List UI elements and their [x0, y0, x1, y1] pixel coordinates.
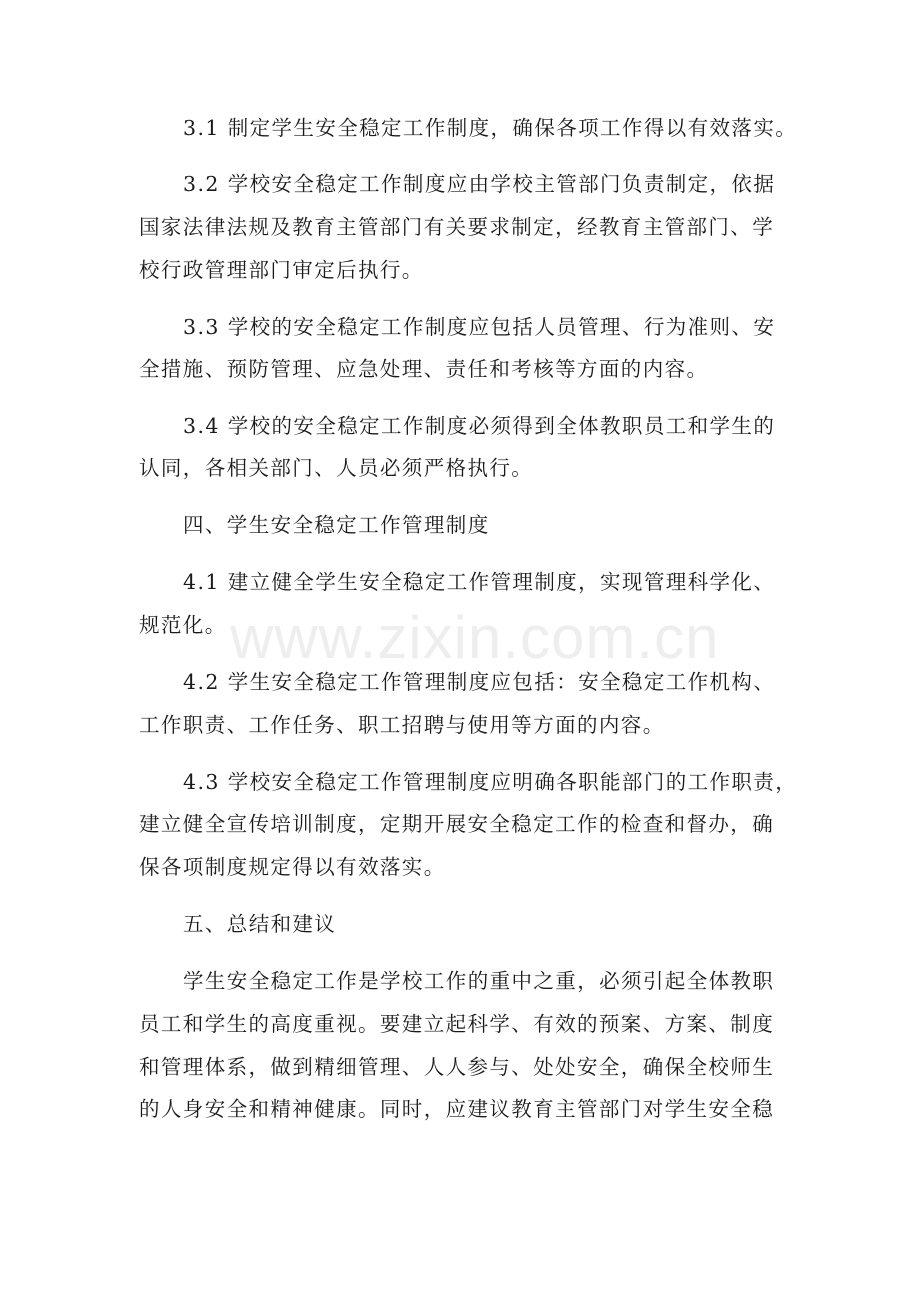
- paragraph-3-4-line-1: 3.4 学校的安全稳定工作制度必须得到全体教职员工和学生的: [183, 414, 776, 438]
- paragraph-3-3-line-2: 全措施、预防管理、应急处理、责任和考核等方面的内容。: [139, 357, 709, 381]
- paragraph-3-2-line-2: 国家法律法规及教育主管部门有关要求制定，经教育主管部门、学: [139, 215, 775, 239]
- paragraph-5-line-4: 的人身安全和精神健康。同时，应建议教育主管部门对学生安全稳: [139, 1097, 775, 1121]
- paragraph-4-3-line-3: 保各项制度规定得以有效落实。: [139, 855, 446, 879]
- paragraph-5-line-1: 学生安全稳定工作是学校工作的重中之重，必须引起全体教职: [183, 969, 775, 993]
- watermark: www.zixin.com.cn: [230, 604, 720, 671]
- paragraph-5-line-3: 和管理体系，做到精细管理、人人参与、处处安全，确保全校师生: [139, 1055, 775, 1079]
- paragraph-3-3-line-1: 3.3 学校的安全稳定工作制度应包括人员管理、行为准则、安: [183, 315, 776, 339]
- paragraph-4-2-line-1: 4.2 学生安全稳定工作管理制度应包括：安全稳定工作机构、: [183, 670, 776, 694]
- section-heading-4: 四、学生安全稳定工作管理制度: [183, 513, 490, 537]
- section-heading-5: 五、总结和建议: [183, 912, 337, 936]
- paragraph-4-1-line-2: 规范化。: [139, 613, 227, 637]
- paragraph-3-4-line-2: 认同，各相关部门、人员必须严格执行。: [139, 456, 534, 480]
- paragraph-4-1-line-1: 4.1 建立健全学生安全稳定工作管理制度，实现管理科学化、: [183, 570, 776, 594]
- paragraph-4-3-line-1: 4.3 学校安全稳定工作管理制度应明确各职能部门的工作职责，: [183, 770, 798, 794]
- paragraph-5-line-2: 员工和学生的高度重视。要建立起科学、有效的预案、方案、制度: [139, 1012, 775, 1036]
- paragraph-4-3-line-2: 建立健全宣传培训制度，定期开展安全稳定工作的检查和督办，确: [139, 812, 775, 836]
- paragraph-3-2-line-1: 3.2 学校安全稳定工作制度应由学校主管部门负责制定，依据: [183, 172, 776, 196]
- paragraph-4-2-line-2: 工作职责、工作任务、职工招聘与使用等方面的内容。: [139, 713, 665, 737]
- paragraph-3-1-line-1: 3.1 制定学生安全稳定工作制度，确保各项工作得以有效落实。: [183, 116, 798, 140]
- paragraph-3-2-line-3: 校行政管理部门审定后执行。: [139, 258, 424, 282]
